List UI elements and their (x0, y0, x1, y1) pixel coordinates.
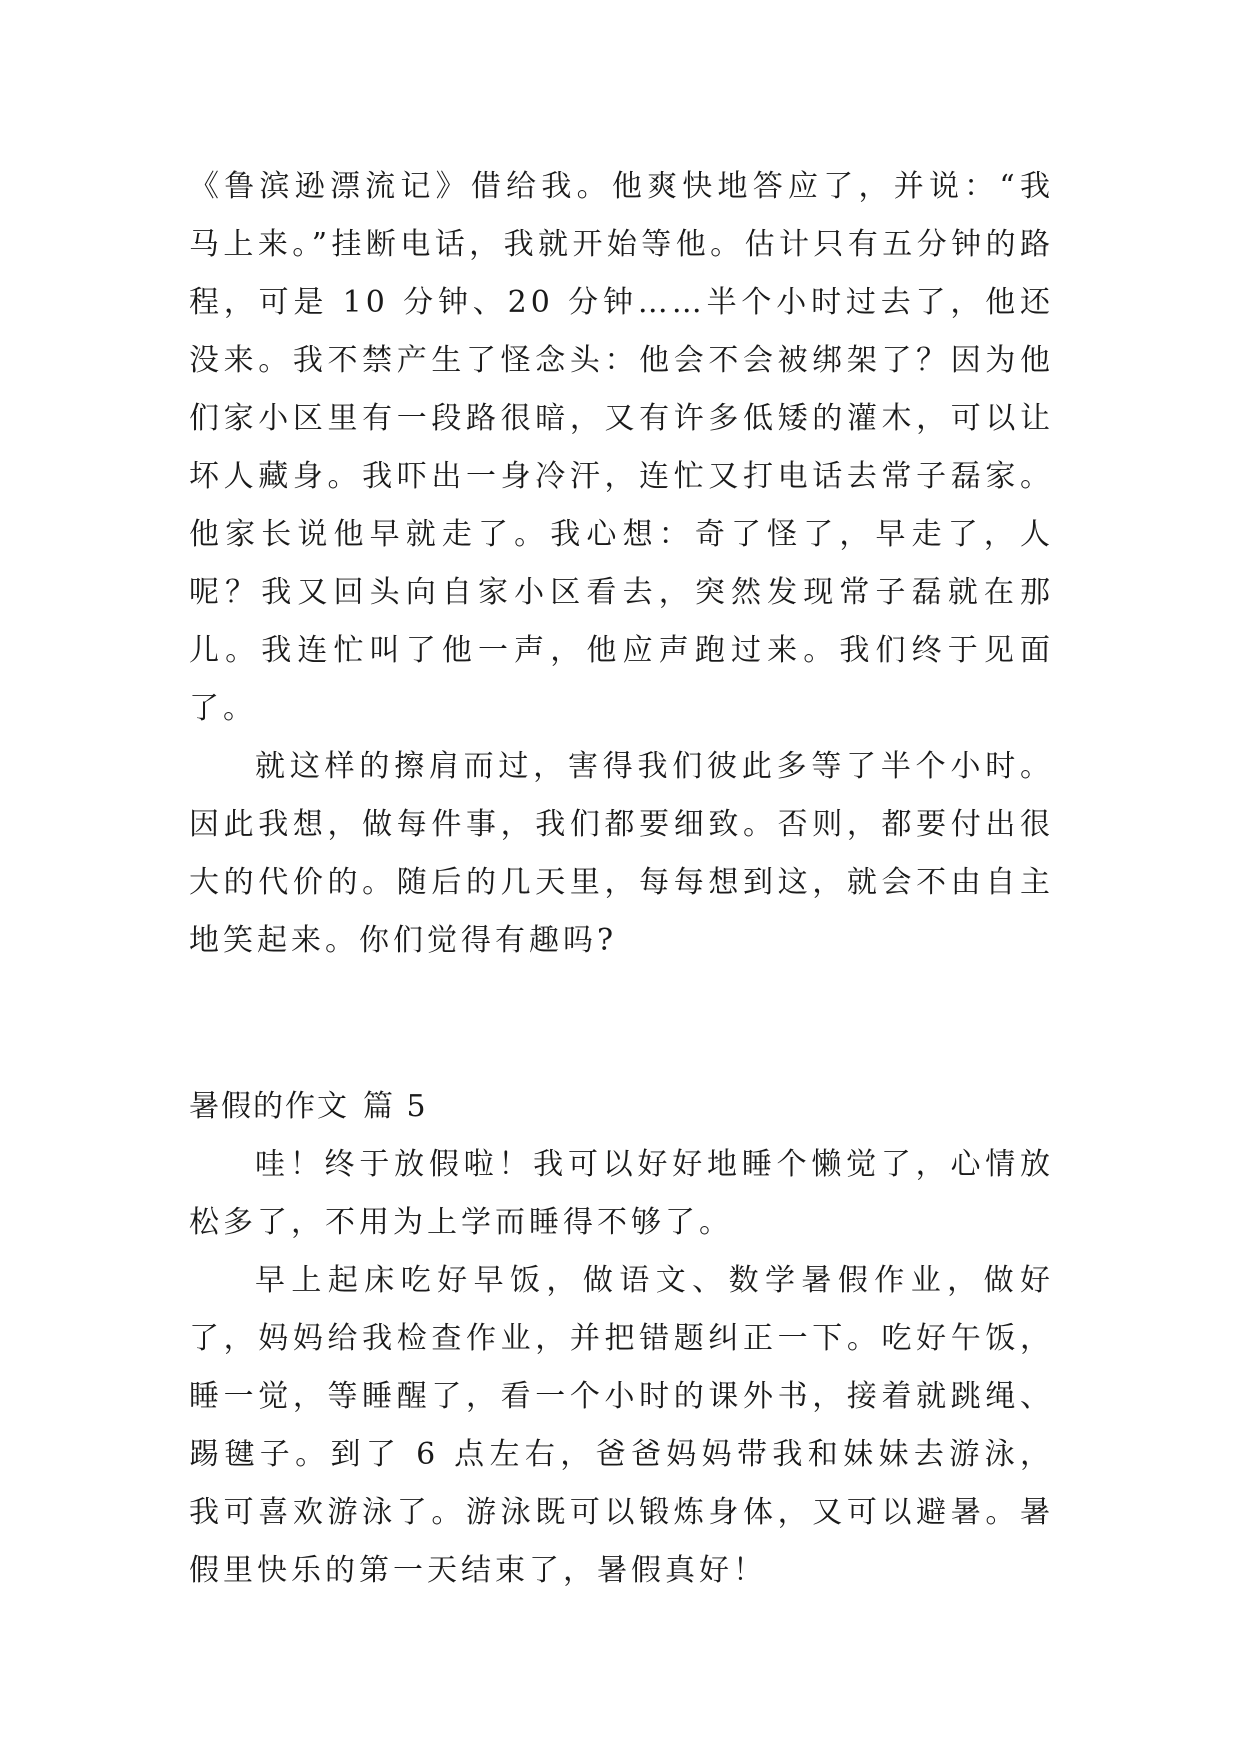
essay-paragraph-1: 哇！终于放假啦！我可以好好地睡个懒觉了，心情放松多了，不用为上学而睡得不够了。 (189, 1147, 1054, 1240)
document-body (189, 158, 1054, 1600)
essay-heading (189, 1078, 1054, 1136)
essay-paragraph-2: 早上起床吃好早饭，做语文、数学暑假作业，做好了，妈妈给我检查作业，并把错题纠正一下。吃好午饭，睡一觉，等睡醒了，看一个小时的课外书，接着就跳绳、踢毽子。到了 6 点左右，爸爸妈妈带我和妹妹去游泳，我可喜欢游泳了。游泳既可以锻炼身体，又可以避暑。暑假里快乐的第一天结束了，暑假真好！ (189, 1263, 1054, 1588)
prev-essay-paragraph-2: 就这样的擦肩而过，害得我们彼此多等了半个小时。因此我想，做每件事，我们都要细致。否则，都要付出很大的代价的。随后的几天里，每每想到这，就会不由自主地笑起来。你们觉得有趣吗? (189, 749, 1054, 958)
essay-number: 篇 5 (363, 1089, 428, 1124)
essay-title: 暑假的作文 (189, 1089, 349, 1124)
prev-essay-paragraph-1: 《鲁滨逊漂流记》借给我。他爽快地答应了，并说：“我马上来。”挂断电话，我就开始等他。估计只有五分钟的路程，可是 10 分钟、20 分钟……半个小时过去了，他还没来。我不禁产生了怪念头：他会不会被绑架了？因为他们家小区里有一段路很暗，又有许多低矮的灌木，可以让坏人藏身。我吓出一身冷汗，连忙又打电话去常子磊家。他家长说他早就走了。我心想：奇了怪了，早走了，人呢？我又回头向自家小区看去，突然发现常子磊就在那儿。我连忙叫了他一声，他应声跑过来。我们终于见面了。 (189, 169, 1054, 726)
